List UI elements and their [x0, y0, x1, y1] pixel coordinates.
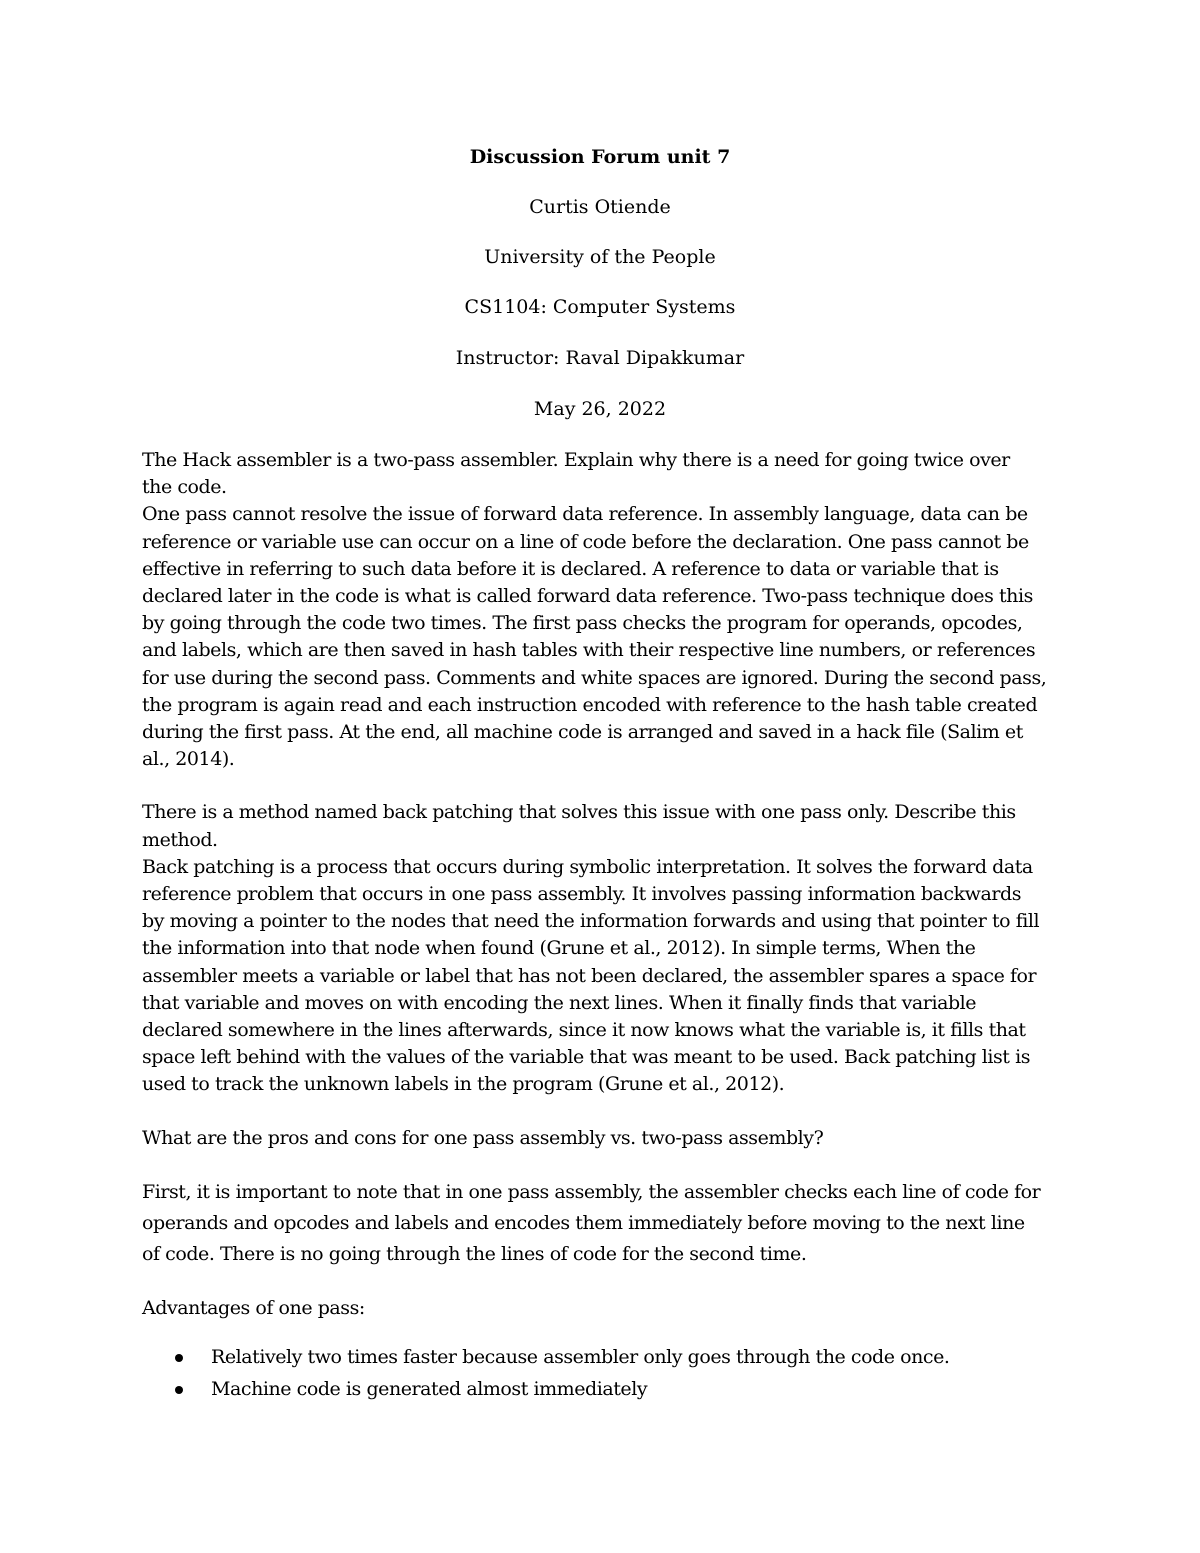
answer-1-line: and labels, which are then saved in hash tables with their respective line numbers, or references	[142, 639, 1036, 662]
body-content	[142, 447, 1062, 1405]
advantages-list	[142, 1341, 1062, 1405]
answer-1-line: reference or variable use can occur on a line of code before the declaration. One pass cannot be	[142, 530, 1029, 553]
answer-2	[142, 854, 1062, 1099]
advantages-heading: Advantages of one pass:	[142, 1296, 365, 1319]
course-name: CS1104: Computer Systems	[464, 296, 736, 318]
answer-3-line: operands and opcodes and labels and encodes them immediately before moving to the next line	[142, 1211, 1025, 1234]
list-item-text: Machine code is generated almost immediately	[211, 1378, 648, 1401]
course-line-wrap	[0, 295, 1200, 319]
answer-3-line: First, it is important to note that in one pass assembly, the assembler checks each line of code for	[142, 1180, 1041, 1203]
document-title: Discussion Forum unit 7	[469, 146, 731, 168]
question-1-line: the code.	[142, 476, 227, 499]
answer-1	[142, 501, 1062, 773]
question-2-line: method.	[142, 828, 218, 851]
answer-2-line: reference problem that occurs in one pass assembly. It involves passing information backwards	[142, 883, 1022, 906]
answer-1-line: the program is again read and each instruction encoded with reference to the hash table created	[142, 693, 1038, 716]
answer-3	[142, 1177, 1062, 1270]
answer-2-line: that variable and moves on with encoding the next lines. When it finally finds that variable	[142, 991, 977, 1014]
title-block	[0, 145, 1200, 169]
author-name: Curtis Otiende	[529, 196, 671, 218]
answer-2-line: used to track the unknown labels in the program (Grune et al., 2012).	[142, 1073, 785, 1096]
bullet-icon	[175, 1354, 183, 1362]
document-date: May 26, 2022	[533, 398, 667, 420]
instructor-line-wrap	[0, 346, 1200, 370]
list-item	[142, 1373, 1062, 1405]
answer-1-line: by going through the code two times. The first pass checks the program for operands, opcodes,	[142, 612, 1023, 635]
answer-1-line: effective in referring to such data before it is declared. A reference to data or variable that is	[142, 557, 999, 580]
instructor-name: Instructor: Raval Dipakkumar	[455, 347, 745, 369]
answer-1-line: during the first pass. At the end, all machine code is arranged and saved in a hack file (Salim et	[142, 721, 1023, 744]
question-3: What are the pros and cons for one pass assembly vs. two-pass assembly?	[142, 1126, 824, 1149]
answer-3-line: of code. There is no going through the lines of code for the second time.	[142, 1242, 807, 1265]
answer-2-line: Back patching is a process that occurs during symbolic interpretation. It solves the forward data	[142, 855, 1033, 878]
answer-1-line: for use during the second pass. Comments and white spaces are ignored. During the second pass,	[142, 666, 1047, 689]
answer-1-line: One pass cannot resolve the issue of forward data reference. In assembly language, data can be	[142, 503, 1028, 526]
answer-2-line: assembler meets a variable or label that has not been declared, the assembler spares a space for	[142, 964, 1037, 987]
list-item-text: Relatively two times faster because assembler only goes through the code once.	[211, 1346, 950, 1369]
date-line-wrap	[0, 397, 1200, 421]
question-2-line: There is a method named back patching that solves this issue with one pass only. Describe this	[142, 801, 1016, 824]
author-line-wrap	[0, 195, 1200, 219]
institution-name: University of the People	[484, 246, 716, 268]
answer-1-line: al., 2014).	[142, 748, 235, 771]
question-1	[142, 447, 1062, 501]
bullet-icon	[175, 1386, 183, 1394]
answer-2-line: space left behind with the values of the variable that was meant to be used. Back patching list is	[142, 1046, 1031, 1069]
institution-line-wrap	[0, 245, 1200, 269]
answer-1-line: declared later in the code is what is called forward data reference. Two-pass technique does this	[142, 585, 1033, 608]
question-1-line: The Hack assembler is a two-pass assembler. Explain why there is a need for going twice over	[142, 449, 1010, 471]
question-2	[142, 799, 1062, 853]
answer-2-line: the information into that node when found (Grune et al., 2012). In simple terms, When the	[142, 937, 976, 960]
list-item	[142, 1341, 1062, 1373]
answer-2-line: declared somewhere in the lines afterwards, since it now knows what the variable is, it fills that	[142, 1019, 1026, 1042]
answer-2-line: by moving a pointer to the nodes that need the information forwards and using that pointer to fill	[142, 910, 1040, 933]
